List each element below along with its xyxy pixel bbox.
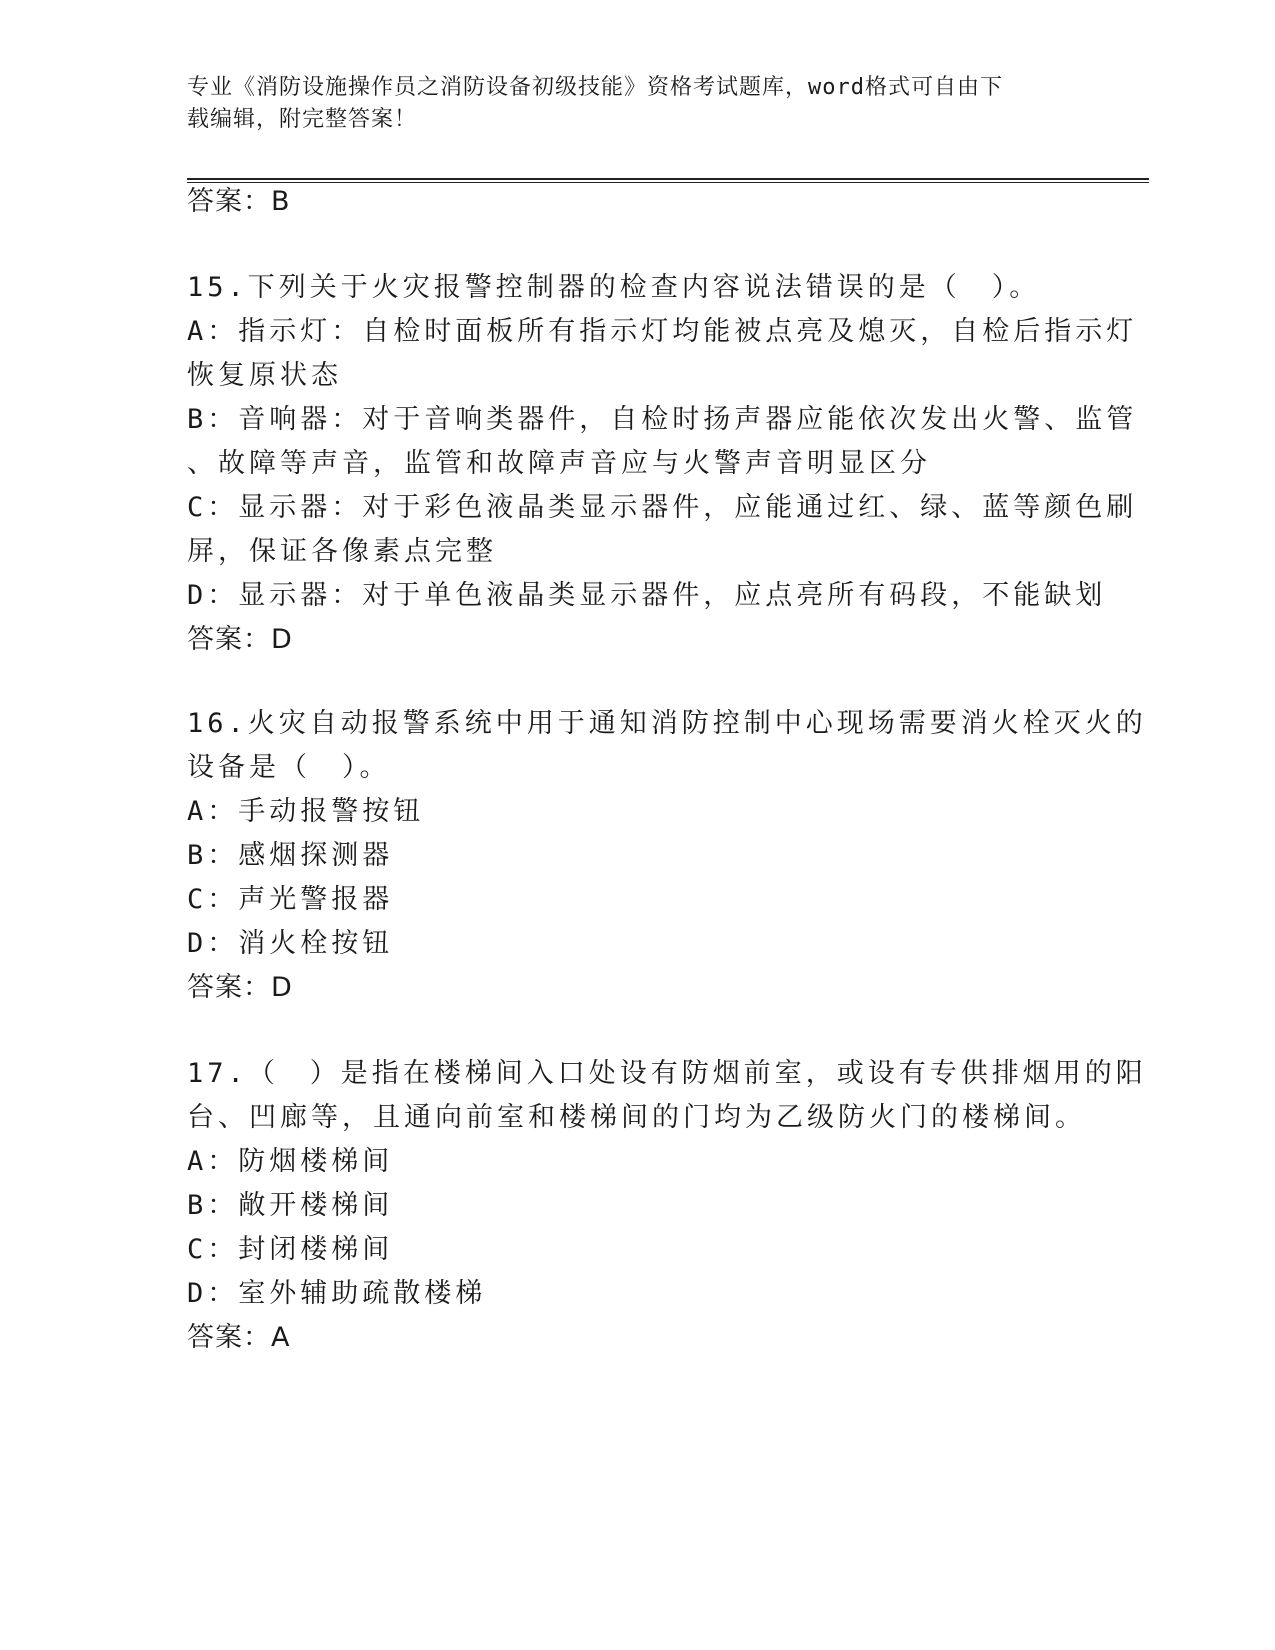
q16-answer: 答案：D (187, 972, 293, 1003)
q15-stem: 15.下列关于火灾报警控制器的检查内容说法错误的是（ ）。 (187, 272, 1041, 303)
q15-option-d: D：显示器：对于单色液晶类显示器件，应点亮所有码段，不能缺划 (187, 580, 1107, 611)
q15-option-b-line1: B：音响器：对于音响类器件，自检时扬声器应能依次发出火警、监管 (187, 404, 1138, 435)
answer-prev: 答案：B (187, 186, 291, 217)
page-header (187, 72, 1067, 136)
q16-stem-line1: 16.火灾自动报警系统中用于通知消防控制中心现场需要消火栓灭火的 (187, 708, 1147, 739)
q16-option-c: C：声光警报器 (187, 884, 394, 915)
q15-option-a-line1: A：指示灯：自检时面板所有指示灯均能被点亮及熄灭，自检后指示灯 (187, 316, 1138, 347)
q17-option-a: A：防烟楼梯间 (187, 1146, 394, 1177)
q15-answer: 答案：D (187, 624, 293, 655)
q17-stem-line1: 17.（ ）是指在楼梯间入口处设有防烟前室，或设有专供排烟用的阳 (187, 1058, 1147, 1089)
q16-option-b: B：感烟探测器 (187, 840, 394, 871)
q17-stem-line2: 台、凹廊等，且通向前室和楼梯间的门均为乙级防火门的楼梯间。 (187, 1102, 1086, 1133)
header-line-1: 专业《消防设施操作员之消防设备初级技能》资格考试题库，word格式可自由下 (187, 75, 1003, 100)
header-divider (187, 178, 1149, 183)
q16-option-a: A：手动报警按钮 (187, 796, 425, 827)
q17-option-c: C：封闭楼梯间 (187, 1234, 394, 1265)
q17-option-b: B：敞开楼梯间 (187, 1190, 394, 1221)
q15-option-a-line2: 恢复原状态 (187, 360, 342, 391)
q15-option-c-line1: C：显示器：对于彩色液晶类显示器件，应能通过红、绿、蓝等颜色刷 (187, 492, 1138, 523)
q15-option-b-line2: 、故障等声音，监管和故障声音应与火警声音明显区分 (187, 448, 931, 479)
header-line-2: 载编辑，附完整答案！ (187, 107, 418, 132)
q17-option-d: D：室外辅助疏散楼梯 (187, 1278, 487, 1309)
q17-answer: 答案：A (187, 1322, 291, 1353)
q15-option-c-line2: 屏，保证各像素点完整 (187, 536, 497, 567)
q16-stem-line2: 设备是（ ）。 (187, 752, 391, 783)
q16-option-d: D：消火栓按钮 (187, 928, 394, 959)
